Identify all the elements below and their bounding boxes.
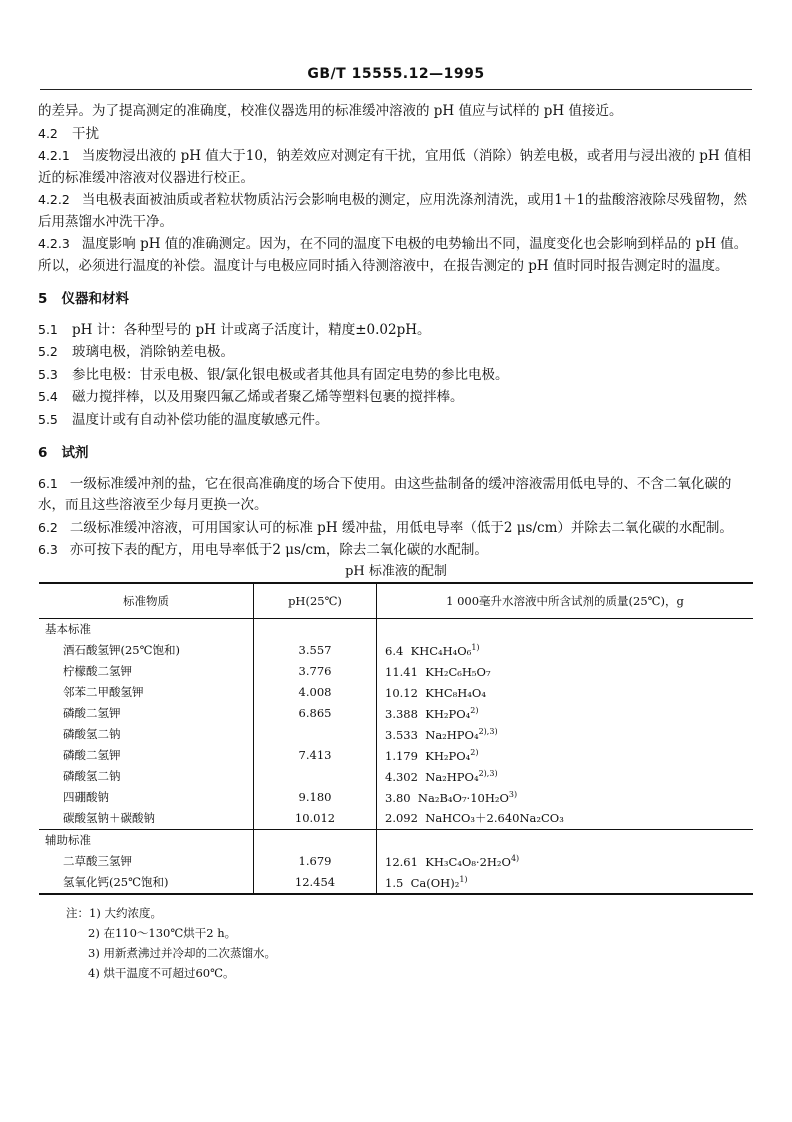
mass-value: 3.533 — [385, 727, 418, 742]
table-row — [39, 703, 753, 724]
clause-4-2-3 — [38, 233, 754, 277]
substance-cell: 酒石酸氢钾(25℃饱和) — [63, 643, 180, 657]
ph-cell: 3.776 — [254, 661, 377, 682]
table-row — [39, 851, 753, 872]
substance-cell: 二草酸三氢钾 — [63, 854, 132, 868]
clause-number: 4.2.2 — [38, 192, 70, 207]
section-5-heading — [38, 289, 754, 311]
mass-value: 11.41 — [385, 664, 418, 679]
substance-cell: 柠檬酸二氢钾 — [63, 664, 132, 678]
mass-cell — [377, 682, 754, 703]
section-number: 5 — [38, 291, 48, 307]
footnote-ref: 2),3) — [478, 726, 498, 736]
substance-cell: 磷酸氢二钠 — [63, 769, 121, 783]
header-ph: pH(25℃) — [254, 583, 377, 619]
section-number: 6 — [38, 445, 48, 461]
item-5-5 — [38, 409, 754, 432]
item-number: 5.2 — [38, 344, 58, 359]
mass-value: 2.092 — [385, 811, 418, 825]
substance-cell: 磷酸二氢钾 — [63, 706, 121, 720]
clause-number: 4.2.3 — [38, 236, 70, 251]
clause-4-2-2 — [38, 189, 754, 233]
section-title: 仪器和材料 — [61, 291, 130, 307]
clause-text: 温度影响 pH 值的准确测定。因为，在不同的温度下电极的电势输出不同，温度变化也会影响到样品的 pH 值。所以，必须进行温度的补偿。温度计与电极应同时插入待测溶液中，在报告测定的 pH 值时同时报告测定时的温度。 — [38, 236, 748, 274]
table-row — [39, 787, 753, 808]
clause-text: 当废物浸出液的 pH 值大于10，钠差效应对测定有干扰，宜用低（消除）钠差电极，或者用与浸出液的 pH 值相近的标准缓冲溶液对仪器进行校正。 — [38, 148, 751, 186]
substance-cell: 邻苯二甲酸氢钾 — [63, 685, 144, 699]
clause-text: 二级标准缓冲溶液，可用国家认可的标准 pH 缓冲盐，用低电导率（低于2 μs/cm）并除去二氧化碳的水配制。 — [69, 519, 733, 536]
section-6-heading — [38, 443, 754, 465]
footnote-ref: 4) — [510, 853, 520, 863]
table-row — [39, 640, 753, 661]
formula: NaHCO₃＋2.640Na₂CO₃ — [425, 811, 564, 825]
substance-cell: 磷酸二氢钾 — [63, 748, 121, 762]
note-item — [38, 963, 754, 983]
item-text: 参比电极：甘汞电极、银/氯化银电极或者其他具有固定电势的参比电极。 — [72, 366, 509, 383]
standard-code-header: GB/T 15555.12—1995 — [307, 66, 485, 82]
ph-standard-table — [39, 582, 753, 895]
mass-cell — [377, 851, 754, 872]
mass-cell — [377, 745, 754, 766]
formula: KH₃C₄O₈·2H₂O — [425, 854, 511, 869]
clause-6-1 — [38, 473, 754, 517]
table-header-row — [39, 583, 753, 619]
mass-value: 10.12 — [385, 685, 418, 700]
clause-6-2 — [38, 517, 754, 540]
table-row — [39, 766, 753, 787]
mass-cell — [377, 872, 754, 894]
clause-number: 6.3 — [38, 542, 58, 557]
substance-cell: 碳酸氢钠＋碳酸钠 — [63, 811, 155, 825]
formula: KHC₈H₄O₄ — [425, 685, 486, 700]
formula: KHC₄H₄O₆ — [410, 643, 472, 658]
note-item — [38, 943, 754, 963]
item-text: 磁力搅拌棒，以及用聚四氟乙烯或者聚乙烯等塑料包裹的搅拌棒。 — [72, 389, 464, 405]
mass-cell — [377, 640, 754, 661]
mass-cell — [377, 703, 754, 724]
formula: KH₂C₆H₅O₇ — [425, 664, 491, 679]
formula: KH₂PO₄ — [425, 748, 471, 763]
intro-paragraph: 的差异。为了提高测定的准确度，校准仪器选用的标准缓冲溶液的 pH 值应与试样的 pH 值接近。 — [38, 103, 623, 119]
mass-value: 12.61 — [385, 854, 418, 869]
item-text: pH 计：各种型号的 pH 计或离子活度计，精度±0.02pH。 — [72, 321, 431, 338]
clause-number: 4.2.1 — [38, 148, 70, 163]
group-row-primary — [39, 618, 753, 640]
group-row-auxiliary — [39, 829, 753, 851]
mass-value: 1.179 — [385, 748, 418, 763]
section-4-2-heading — [38, 123, 754, 146]
table-notes — [38, 903, 754, 983]
section-number: 4.2 — [38, 125, 58, 141]
item-number: 5.5 — [38, 411, 58, 427]
clause-number: 6.2 — [38, 519, 58, 535]
substance-cell: 四硼酸钠 — [63, 790, 109, 804]
footnote-ref: 2) — [470, 747, 479, 757]
item-5-4 — [38, 386, 754, 409]
mass-cell — [377, 787, 754, 808]
item-number: 5.1 — [38, 321, 58, 337]
clause-6-3 — [38, 539, 754, 562]
table-row — [39, 661, 753, 682]
table-row — [39, 872, 753, 894]
item-5-3 — [38, 364, 754, 387]
section-title: 干扰 — [72, 125, 99, 142]
group-label: 辅助标准 — [39, 829, 254, 851]
mass-value: 3.388 — [385, 706, 418, 721]
group-label: 基本标准 — [45, 622, 91, 636]
item-text: 玻璃电极，消除钠差电极。 — [72, 344, 234, 360]
note-text: 1) 大约浓度。 — [89, 905, 162, 920]
formula: Ca(OH)₂ — [410, 875, 460, 890]
ph-cell: 6.865 — [254, 703, 377, 724]
footnote-ref: 2) — [470, 705, 479, 715]
mass-value: 1.5 — [385, 875, 404, 890]
table-caption: pH 标准液的配制 — [345, 563, 447, 579]
ph-cell: 10.012 — [254, 808, 377, 830]
formula: Na₂B₄O₇·10H₂O — [417, 790, 509, 805]
section-title: 试剂 — [61, 445, 89, 461]
table-row — [39, 808, 753, 830]
footnote-ref: 1) — [471, 642, 480, 652]
table-row — [39, 682, 753, 703]
mass-value: 3.80 — [385, 790, 411, 805]
item-number: 5.4 — [38, 389, 58, 404]
clause-4-2-1 — [38, 145, 754, 189]
mass-value: 6.4 — [385, 643, 404, 658]
item-5-2 — [38, 341, 754, 364]
footnote-ref: 1) — [459, 874, 468, 884]
ph-cell: 4.008 — [254, 682, 377, 703]
clause-text: 亦可按下表的配方，用电导率低于2 μs/cm，除去二氧化碳的水配制。 — [69, 542, 488, 558]
ph-cell: 9.180 — [254, 787, 377, 808]
substance-cell: 磷酸氢二钠 — [63, 727, 121, 741]
clause-text: 一级标准缓冲剂的盐，它在很高准确度的场合下使用。由这些盐制备的缓冲溶液需用低电导的、不含二氧化碳的水，而且这些溶液至少每月更换一次。 — [38, 475, 732, 513]
header-substance: 标准物质 — [39, 583, 254, 619]
ph-cell: 7.413 — [254, 745, 377, 766]
mass-cell — [377, 724, 754, 745]
item-number: 5.3 — [38, 366, 58, 382]
table-row — [39, 745, 753, 766]
formula: Na₂HPO₄ — [425, 727, 479, 742]
note-text: 4) 烘干温度不可超过60℃。 — [88, 965, 235, 980]
note-text: 2) 在110～130℃烘干2 h。 — [88, 925, 237, 940]
footnote-ref: 2),3) — [478, 768, 498, 778]
substance-cell: 氢氧化钙(25℃饱和) — [39, 872, 254, 894]
formula: Na₂HPO₄ — [425, 769, 479, 784]
formula: KH₂PO₄ — [425, 706, 471, 721]
notes-prefix: 注： — [66, 905, 89, 920]
ph-cell: 12.454 — [254, 872, 377, 894]
mass-cell — [377, 661, 754, 682]
note-text: 3) 用新煮沸过并冷却的二次蒸馏水。 — [88, 945, 276, 960]
item-5-1 — [38, 319, 754, 342]
ph-cell — [254, 766, 377, 787]
item-text: 温度计或有自动补偿功能的温度敏感元件。 — [72, 411, 329, 428]
footnote-ref: 3) — [508, 789, 518, 799]
header-rule — [40, 89, 752, 90]
header-mass: 1 000毫升水溶液中所含试剂的质量(25℃)，g — [377, 583, 754, 619]
note-item — [38, 903, 754, 923]
document-body — [38, 101, 754, 983]
clause-number: 6.1 — [38, 475, 58, 491]
ph-cell: 1.679 — [254, 851, 377, 872]
table-body — [39, 618, 753, 894]
clause-text: 当电极表面被油质或者粒状物质沾污会影响电极的测定，应用洗涤剂清洗，或用1＋1的盐酸溶液除尽残留物，然后用蒸馏水冲洗干净。 — [38, 192, 747, 230]
ph-cell — [254, 724, 377, 745]
mass-value: 4.302 — [385, 769, 418, 784]
mass-cell — [377, 808, 754, 830]
note-item — [38, 923, 754, 943]
mass-cell — [377, 766, 754, 787]
table-row — [39, 724, 753, 745]
ph-cell: 3.557 — [254, 640, 377, 661]
